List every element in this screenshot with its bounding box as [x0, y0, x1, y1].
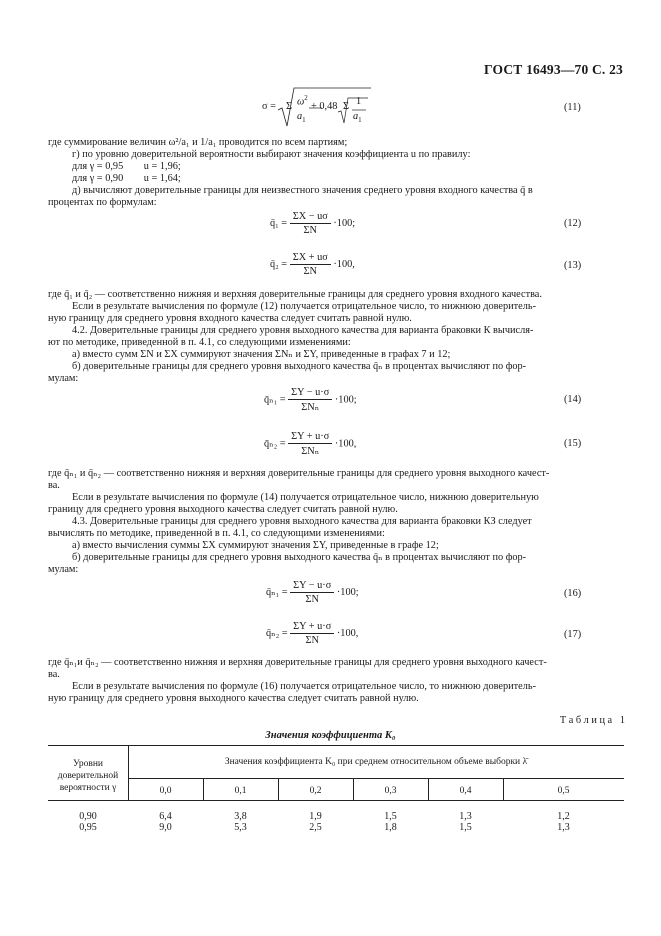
paragraph-4-3d: б) доверительные границы для среднего уровня выходного качества q̄ₙ в процентах вычисляют по фор- [72, 552, 527, 563]
formula-14-number: (14) [564, 394, 582, 405]
formula-13-tail: ·100, [333, 258, 355, 270]
paragraph-g1: для γ = 0,95 u = 1,96; [72, 161, 181, 172]
paragraph-where-sum: где суммирование величин ω²/a₁ и 1/a₁ проводится по всем партиям; [48, 137, 348, 148]
paragraph-4-3b: вычислять по методике, приведенной в п. 4.1, со следующими изменениями: [48, 528, 385, 539]
formula-16-numerator: ΣY − u·σ [290, 580, 334, 593]
formula-12-numerator: ΣX − uσ [290, 211, 331, 224]
formula-15-lhs: q̄ₙ₂ = [264, 438, 286, 450]
formula-15-denominator: ΣNₙ [301, 446, 320, 457]
paragraph-g2: для γ = 0,90 u = 1,64; [72, 173, 181, 184]
formula-13-denominator: ΣN [303, 266, 317, 277]
paragraph-negative-16b: ную границу для среднего уровня выходного качества следует считать равной нулю. [48, 693, 419, 704]
table-title: Значения коэффициента K₀ [265, 730, 396, 741]
formula-12-number: (12) [564, 218, 582, 229]
formula-16-number: (16) [564, 588, 582, 599]
formula-14-lhs: q̄ₙ₁ = [264, 394, 286, 406]
formula-11-omega: $\omega^2$ [297, 94, 308, 108]
formula-12-denominator: ΣN [303, 225, 317, 236]
paragraph-4-2b: ют по методике, приведенной в п. 4.1, со следующими изменениями: [48, 337, 351, 348]
paragraph-4-3c: а) вместо вычисления суммы ΣX суммируют значения ΣY, приведенные в графе 12; [72, 540, 439, 551]
col-header-5: 0,5 [557, 786, 570, 796]
formula-12-lhs: q̄₁ = [270, 217, 288, 229]
page-header: ГОСТ 16493—70 С. 23 [484, 62, 623, 77]
formula-13-numerator: ΣX + uσ [290, 252, 331, 265]
formula-17-denominator: ΣN [305, 635, 319, 646]
paragraph-where-q: где q̄₁ и q̄₂ — соответственно нижняя и верхняя доверительные границы для среднего уровня входного качества. [48, 289, 542, 300]
paragraph-where-qn2b: ва. [48, 669, 60, 680]
formula-17-tail: ·100, [336, 627, 359, 639]
formula-12-tail: ·100; [333, 217, 356, 229]
paragraph-4-3a: 4.3. Доверительные границы для среднего уровня выходного качества для варианта браковки КЗ следует [72, 516, 532, 527]
col-header-3: 0,3 [384, 786, 397, 796]
formula-12 [270, 211, 355, 236]
formula-15 [264, 431, 356, 457]
formula-16 [266, 580, 359, 605]
formula-11-number: (11) [564, 102, 581, 113]
formula-15-number: (15) [564, 438, 582, 449]
formula-11-a1: $a_1$ [297, 111, 306, 125]
formula-11-lhs: σ = [262, 101, 276, 112]
paragraph-4-3e: мулам: [48, 564, 79, 575]
paragraph-negative-12a: Если в результате вычисления по формуле (12) получается отрицательное число, то нижнюю доверитель- [72, 301, 536, 312]
paragraph-d1: д) вычисляют доверительные границы для неизвестного значения среднего уровня входного качества q̄ в [72, 185, 533, 196]
formula-11-sum2: Σ [343, 101, 349, 112]
paragraph-where-qn1b: ва. [48, 480, 60, 491]
formula-17 [266, 621, 358, 646]
paragraph-negative-14b: границу для среднего уровня выходного качества следует считать равной нулю. [48, 504, 398, 515]
formula-11-one: 1 [356, 96, 362, 107]
col-header-4: 0,4 [459, 786, 472, 796]
paragraph-negative-16a: Если в результате вычисления по формуле (16) получается отрицательное число, то нижнюю доверитель- [72, 681, 536, 692]
paragraph-where-qn1: где q̄ₙ₁ и q̄ₙ₂ — соответственно нижняя и верхняя доверительные границы для среднего уровня выходного качест- [48, 468, 550, 479]
formula-11 [262, 86, 372, 130]
row-header: Уровни доверительной вероятности γ [57, 759, 119, 793]
formula-14 [264, 387, 357, 413]
formula-11-a1b: $a_1$ [353, 111, 362, 125]
paragraph-4-2e: мулам: [48, 373, 79, 384]
paragraph-negative-14a: Если в результате вычисления по формуле (14) получается отрицательное число, нижнюю доверительную [72, 492, 539, 503]
formula-16-denominator: ΣN [305, 594, 319, 605]
formula-16-tail: ·100; [336, 586, 359, 598]
paragraph-g: г) по уровню доверительной вероятности выбирают значения коэффициента u по правилу: [72, 149, 471, 160]
formula-17-lhs: q̄ₙ₂ = [266, 627, 288, 639]
paragraph-negative-12b: ную границу для среднего уровня входного качества следует считать равной нулю. [48, 313, 412, 324]
formula-15-numerator: ΣY + u·σ [288, 431, 332, 444]
paragraph-d2: процентах по формулам: [48, 197, 157, 208]
col-header-1: 0,1 [234, 786, 247, 796]
col-header-2: 0,2 [309, 786, 322, 796]
paragraph-4-2c: а) вместо сумм ΣN и ΣX суммируют значения ΣNₙ и ΣY, приведенные в графах 7 и 12; [72, 349, 451, 360]
formula-16-lhs: q̄ₙ₁ = [266, 586, 288, 598]
formula-13 [270, 252, 355, 277]
formula-11-sum: Σ [286, 101, 292, 112]
formula-13-lhs: q̄₂ = [270, 258, 288, 270]
paragraph-where-qn2: где q̄ₙ₁и q̄ₙ₂ — соответственно нижняя и верхняя доверительные границы для среднего уровня выходного качест- [48, 657, 547, 668]
formula-17-number: (17) [564, 629, 582, 640]
formula-11-coef: + 0,48 [311, 101, 338, 112]
formula-13-number: (13) [564, 260, 582, 271]
formula-17-numerator: ΣY + u·σ [290, 621, 334, 634]
paragraph-4-2d: б) доверительные границы для среднего уровня выходного качества q̄ₙ в процентах вычисляют по фор- [72, 361, 527, 372]
coefficient-table: Уровни доверительной вероятности γ Значения коэффициента K₀ при среднем относительном объеме выборки λ̄ 0,0 0,1 0,2 0,3 0,4 0,5 0,90 6,4 3,8 1,9 1,5 1,3 1,2 0,95 9,0 5,3 2,5 1,8 1,5 1,3 [48, 745, 624, 842]
paragraph-4-2a: 4.2. Доверительные границы для среднего уровня выходного качества для варианта браковки К вычисля- [72, 325, 534, 336]
col-header-0: 0,0 [159, 786, 172, 796]
formula-14-tail: ·100; [334, 394, 357, 406]
table-label: Т а б л и ц а 1 [559, 715, 625, 726]
formula-14-denominator: ΣNₙ [301, 402, 320, 413]
formula-14-numerator: ΣY − u·σ [288, 387, 332, 400]
column-group-header: Значения коэффициента K₀ при среднем относительном объеме выборки λ̄ [224, 757, 528, 767]
formula-15-tail: ·100, [334, 438, 357, 450]
